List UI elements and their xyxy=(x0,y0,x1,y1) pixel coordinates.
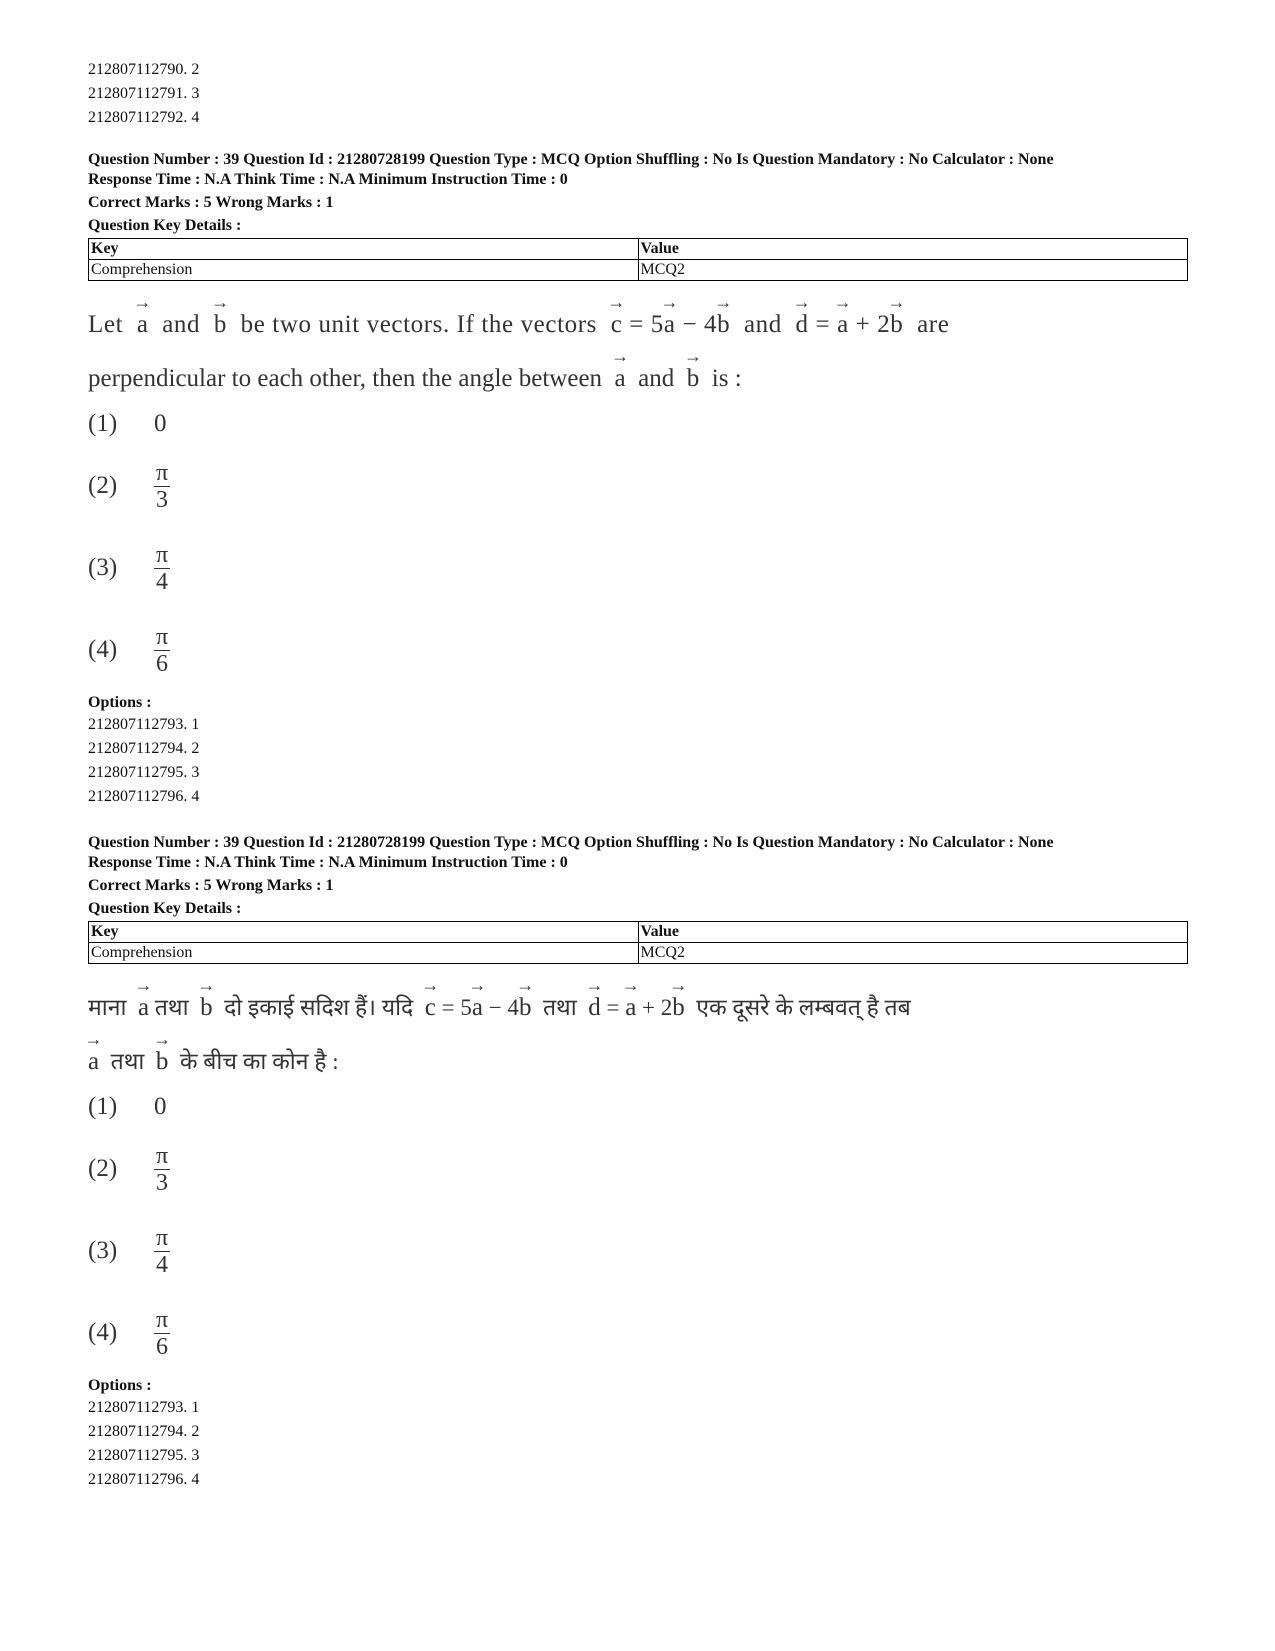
choice-4 xyxy=(88,609,1198,691)
vector-b xyxy=(153,1029,172,1078)
text-fragment: + 2 xyxy=(855,311,891,338)
arrow-icon: → xyxy=(621,975,640,995)
numerator: π xyxy=(155,541,169,568)
marks-meta: Correct Marks : 5 Wrong Marks : 1 xyxy=(88,877,334,894)
arrow-icon: → xyxy=(197,975,216,995)
vector-letter: a xyxy=(837,311,849,338)
key-value-table xyxy=(88,921,1188,964)
fraction xyxy=(154,1307,170,1360)
text-fragment: एक दूसरे के लम्बवत् है तब xyxy=(696,995,911,1020)
denominator: 3 xyxy=(156,1169,168,1196)
arrow-icon: → xyxy=(134,975,153,995)
choice-list xyxy=(88,403,1198,691)
arrow-icon: → xyxy=(84,1029,103,1049)
option-id: 212807112793. 1 xyxy=(88,1399,200,1416)
key-details-label: Question Key Details : xyxy=(88,217,242,234)
option-id: 212807112794. 2 xyxy=(88,1423,200,1440)
vector-letter: b xyxy=(686,365,700,392)
vector-b xyxy=(684,346,703,395)
text-fragment: = 5 xyxy=(441,995,472,1020)
arrow-icon: → xyxy=(669,975,688,995)
choice-1 xyxy=(88,403,1198,445)
choice-number: (3) xyxy=(88,554,118,581)
choice-number: (2) xyxy=(88,1155,118,1182)
arrow-icon: → xyxy=(585,975,604,995)
table-header-key: Key xyxy=(89,239,639,260)
vector-b xyxy=(669,975,688,1024)
vector-d xyxy=(585,975,604,1024)
text-fragment: and xyxy=(638,365,675,392)
arrow-icon: → xyxy=(611,346,630,366)
vector-b xyxy=(197,975,216,1024)
table-cell-value: MCQ2 xyxy=(638,260,1188,281)
vector-d xyxy=(792,292,812,341)
arrow-icon: → xyxy=(714,292,733,312)
marks-meta: Correct Marks : 5 Wrong Marks : 1 xyxy=(88,194,334,211)
arrow-icon: → xyxy=(833,292,853,312)
choice-value: 0 xyxy=(154,1093,167,1120)
text-fragment: + 2 xyxy=(642,995,673,1020)
vector-a xyxy=(611,346,630,395)
question-block-hindi xyxy=(84,833,1198,1492)
denominator: 4 xyxy=(156,1251,168,1278)
text-fragment: तथा xyxy=(542,995,577,1020)
numerator: π xyxy=(155,459,169,486)
numerator: π xyxy=(155,1306,169,1333)
option-id: 212807112790. 2 xyxy=(88,61,200,78)
option-id: 212807112795. 3 xyxy=(88,764,200,781)
option-id: 212807112792. 4 xyxy=(88,109,200,126)
table-header-value: Value xyxy=(638,922,1188,943)
vector-letter: c xyxy=(610,311,623,338)
text-fragment: = xyxy=(815,311,831,338)
choice-number: (2) xyxy=(88,472,118,499)
vector-a xyxy=(660,292,680,341)
arrow-icon: → xyxy=(211,292,230,312)
vector-letter: a xyxy=(614,365,626,392)
vector-letter: a xyxy=(137,994,150,1021)
option-id: 212807112795. 3 xyxy=(88,1447,200,1464)
top-option-list xyxy=(88,58,1198,130)
table-cell-key: Comprehension xyxy=(89,260,639,281)
text-fragment: तथा xyxy=(110,1049,145,1074)
choice-2 xyxy=(88,445,1198,527)
question-text-line2 xyxy=(84,1029,1198,1078)
option-id: 212807112793. 1 xyxy=(88,716,200,733)
choice-list xyxy=(88,1086,1198,1374)
text-fragment: and xyxy=(743,311,782,338)
arrow-icon: → xyxy=(792,292,812,312)
choice-4 xyxy=(88,1292,1198,1374)
document-page xyxy=(84,58,1198,1492)
vector-letter: b xyxy=(155,1048,169,1075)
denominator: 3 xyxy=(156,486,168,513)
numerator: π xyxy=(155,1224,169,1251)
arrow-icon: → xyxy=(421,975,440,995)
vector-a xyxy=(133,292,152,341)
response-meta: Response Time : N.A Think Time : N.A Minimum Instruction Time : 0 xyxy=(88,171,568,188)
text-fragment: माना xyxy=(88,995,127,1020)
key-details-label: Question Key Details : xyxy=(88,900,242,917)
response-meta: Response Time : N.A Think Time : N.A Minimum Instruction Time : 0 xyxy=(88,854,568,871)
table-cell-value: MCQ2 xyxy=(638,943,1188,964)
text-fragment: Let xyxy=(88,311,124,338)
option-id: 212807112791. 3 xyxy=(88,85,200,102)
text-fragment: is : xyxy=(711,365,742,392)
question-text-line2 xyxy=(88,346,1198,395)
choice-number: (1) xyxy=(88,1093,118,1120)
text-fragment: = xyxy=(606,995,620,1020)
question-block-english xyxy=(88,150,1198,809)
vector-letter: b xyxy=(200,994,213,1021)
arrow-icon: → xyxy=(607,292,626,312)
arrow-icon: → xyxy=(887,292,907,312)
option-id: 212807112796. 4 xyxy=(88,788,200,805)
text-fragment: − 4 xyxy=(488,995,519,1020)
denominator: 4 xyxy=(156,568,168,595)
numerator: π xyxy=(155,1142,169,1169)
option-id: 212807112796. 4 xyxy=(88,1471,200,1488)
choice-3 xyxy=(88,1210,1198,1292)
arrow-icon: → xyxy=(153,1029,172,1049)
fraction xyxy=(154,624,170,677)
arrow-icon: → xyxy=(468,975,487,995)
vector-letter: a xyxy=(471,994,483,1021)
vector-letter: b xyxy=(717,311,731,338)
text-fragment: perpendicular to each other, then the angle between xyxy=(88,365,603,392)
text-fragment: = 5 xyxy=(629,311,664,338)
vector-b xyxy=(211,292,230,341)
vector-b xyxy=(887,292,907,341)
vector-b xyxy=(516,975,535,1024)
denominator: 6 xyxy=(156,650,168,677)
numerator: π xyxy=(155,623,169,650)
text-fragment: तथा xyxy=(154,995,189,1020)
vector-letter: d xyxy=(588,994,601,1021)
question-meta: Question Number : 39 Question Id : 21280728199 Question Type : MCQ Option Shuffling : No Is Question Mandatory : No Calculator : None xyxy=(88,151,1054,168)
choice-number: (1) xyxy=(88,410,118,437)
arrow-icon: → xyxy=(516,975,535,995)
vector-letter: a xyxy=(88,1048,100,1075)
vector-c xyxy=(607,292,626,341)
text-fragment: and xyxy=(162,311,201,338)
question-meta: Question Number : 39 Question Id : 21280728199 Question Type : MCQ Option Shuffling : No Is Question Mandatory : No Calculator : None xyxy=(88,834,1054,851)
vector-a xyxy=(84,1029,103,1078)
fraction xyxy=(154,460,170,513)
text-fragment: के बीच का कोन है : xyxy=(179,1049,339,1074)
choice-number: (3) xyxy=(88,1237,118,1264)
choice-number: (4) xyxy=(88,636,118,663)
arrow-icon: → xyxy=(133,292,152,312)
vector-a xyxy=(134,975,153,1024)
fraction xyxy=(154,1143,170,1196)
key-value-table xyxy=(88,238,1188,281)
vector-letter: c xyxy=(424,994,436,1021)
vector-a xyxy=(468,975,487,1024)
vector-letter: d xyxy=(795,311,809,338)
table-cell-key: Comprehension xyxy=(89,943,639,964)
fraction xyxy=(154,1225,170,1278)
question-text xyxy=(88,292,1198,341)
question-text xyxy=(88,975,1198,1024)
table-header-value: Value xyxy=(638,239,1188,260)
table-header-key: Key xyxy=(89,922,639,943)
vector-a xyxy=(833,292,853,341)
vector-letter: a xyxy=(136,311,149,338)
vector-letter: b xyxy=(518,994,532,1021)
arrow-icon: → xyxy=(660,292,680,312)
vector-b xyxy=(714,292,733,341)
denominator: 6 xyxy=(156,1333,168,1360)
option-id: 212807112794. 2 xyxy=(88,740,200,757)
text-fragment: are xyxy=(917,311,950,338)
choice-number: (4) xyxy=(88,1319,118,1346)
vector-a xyxy=(621,975,640,1024)
arrow-icon: → xyxy=(684,346,703,366)
text-fragment: दो इकाई सदिश हैं। यदि xyxy=(224,995,414,1020)
vector-letter: b xyxy=(213,311,227,338)
options-label: Options : xyxy=(88,1377,152,1394)
vector-c xyxy=(421,975,440,1024)
vector-letter: a xyxy=(625,994,637,1021)
fraction xyxy=(154,542,170,595)
choice-value: 0 xyxy=(154,410,167,437)
options-label: Options : xyxy=(88,694,152,711)
vector-letter: a xyxy=(663,311,676,338)
text-fragment: be two unit vectors. If the vectors xyxy=(240,311,597,338)
vector-letter: b xyxy=(672,994,685,1021)
choice-2 xyxy=(88,1128,1198,1210)
choice-1 xyxy=(88,1086,1198,1128)
text-fragment: − 4 xyxy=(682,311,718,338)
choice-3 xyxy=(88,527,1198,609)
vector-letter: b xyxy=(890,311,904,338)
